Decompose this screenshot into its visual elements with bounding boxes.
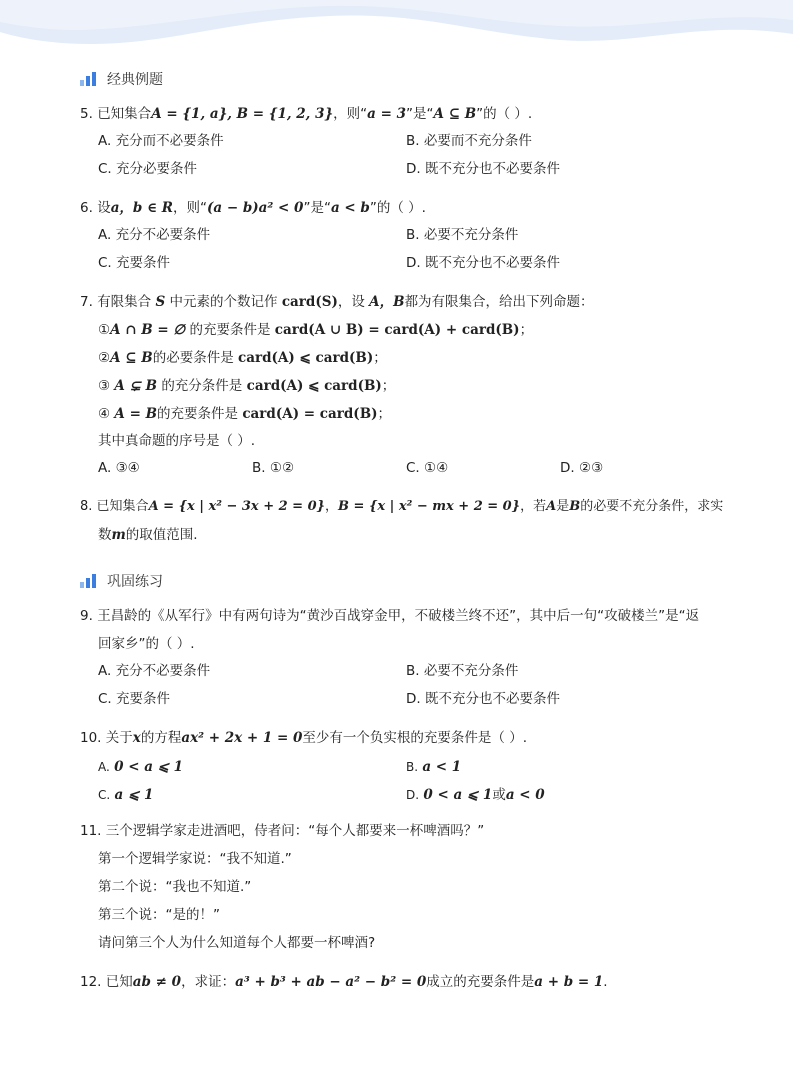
header-wave-decoration xyxy=(0,0,793,56)
q11-line-2: 第一个逻辑学家说：“我不知道.” xyxy=(98,851,292,867)
q6-option-b: B. 必要不充分条件 xyxy=(406,227,519,243)
question-8: 8. 已知集合A = {x | x² − 3x + 2 = 0}，B = {x | x² − mx + 2 = 0}，若A是B的必要不充分条件，求实 xyxy=(80,499,724,514)
question-9: 9. 王昌龄的《从军行》中有两句诗为“黄沙百战穿金甲，不破楼兰终不还”，其中后一句“攻破楼兰”是“返 xyxy=(80,608,700,624)
q7-option-a: A. ③④ xyxy=(98,460,140,476)
q9-option-b: B. 必要不充分条件 xyxy=(406,663,519,679)
section-header-examples xyxy=(80,69,163,89)
q7-option-c: C. ①④ xyxy=(406,460,449,476)
q6-option-d: D. 既不充分也不必要条件 xyxy=(406,255,560,271)
q7-proposition-2: ②A ⊆ B的必要条件是 card(A) ⩽ card(B)； xyxy=(98,350,387,366)
bar-chart-icon xyxy=(80,574,98,588)
question-12: 12. 已知ab ≠ 0，求证：a³ + b³ + ab − a² − b² = 0成立的充要条件是a + b = 1. xyxy=(80,974,608,990)
q10-option-b: B. a < 1 xyxy=(406,759,462,775)
question-10: 10. 关于x的方程ax² + 2x + 1 = 0至少有一个负实根的充要条件是（ ）. xyxy=(80,730,528,746)
q10-option-a: A. 0 < a ⩽ 1 xyxy=(98,759,184,775)
q9-option-d: D. 既不充分也不必要条件 xyxy=(406,691,560,707)
question-5: 5. 已知集合A = {1, a}, B = {1, 2, 3}，则“a = 3”是“A ⊆ B”的（ ）. xyxy=(80,106,533,122)
q11-line-3: 第二个说：“我也不知道.” xyxy=(98,879,252,895)
section-title: 经典例题 xyxy=(107,72,163,88)
q5-option-d: D. 既不充分也不必要条件 xyxy=(406,161,560,177)
section-header-practice xyxy=(80,571,163,591)
q9-option-a: A. 充分不必要条件 xyxy=(98,663,211,679)
q11-line-4: 第三个说：“是的！” xyxy=(98,907,220,923)
q10-option-d: D. 0 < a ⩽ 1或a < 0 xyxy=(406,787,545,803)
q11-line-5: 请问第三个人为什么知道每个人都要一杯啤酒? xyxy=(98,935,376,951)
question-6: 6. 设a，b ∈ R，则“(a − b)a² < 0”是“a < b”的（ ）. xyxy=(80,200,426,216)
question-7: 7. 有限集合 S 中元素的个数记作 card(S)，设 A，B都为有限集合，给出下列命题： xyxy=(80,294,594,310)
q7-option-b: B. ①② xyxy=(252,460,295,476)
q7-proposition-1: ①A ∩ B = ∅ 的充要条件是 card(A ∪ B) = card(A) + card(B)； xyxy=(98,322,534,338)
q5-option-b: B. 必要而不充分条件 xyxy=(406,133,532,149)
q6-option-a: A. 充分不必要条件 xyxy=(98,227,211,243)
q7-question: 其中真命题的序号是（ ）. xyxy=(98,433,256,449)
question-8-line-2: 数m的取值范围. xyxy=(98,527,198,543)
q5-option-a: A. 充分而不必要条件 xyxy=(98,133,224,149)
question-11: 11. 三个逻辑学家走进酒吧，侍者问：“每个人都要来一杯啤酒吗？” xyxy=(80,823,485,839)
q7-proposition-3: ③ A ⊊ B 的充分条件是 card(A) ⩽ card(B)； xyxy=(98,378,396,394)
section-title: 巩固练习 xyxy=(107,574,163,590)
q5-option-c: C. 充分必要条件 xyxy=(98,161,198,177)
q6-option-c: C. 充要条件 xyxy=(98,255,171,271)
q9-option-c: C. 充要条件 xyxy=(98,691,171,707)
q7-proposition-4: ④ A = B的充要条件是 card(A) = card(B)； xyxy=(98,406,391,422)
bar-chart-icon xyxy=(80,72,98,86)
q10-option-c: C. a ⩽ 1 xyxy=(98,787,154,803)
q7-option-d: D. ②③ xyxy=(560,460,604,476)
question-9-line-2: 回家乡”的（ ）. xyxy=(98,636,195,652)
